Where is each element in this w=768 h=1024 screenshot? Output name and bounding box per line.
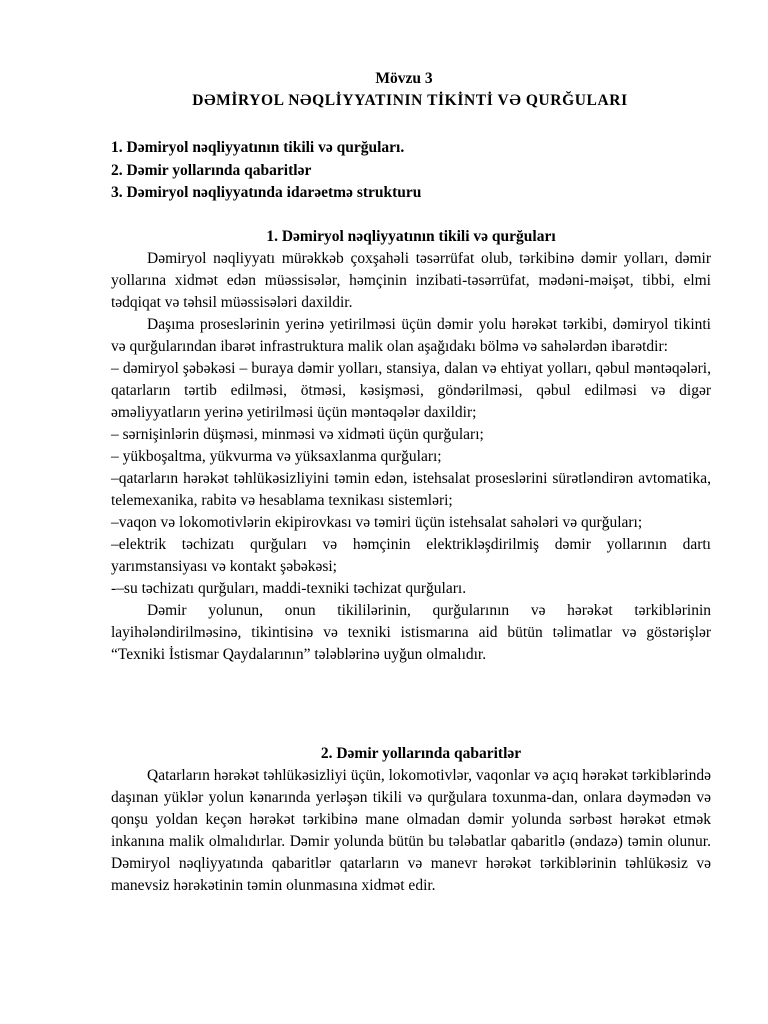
toc-item: 3. Dəmiryol nəqliyyatında idarəetmə strukturu — [111, 184, 422, 201]
list-item: – yükboşaltma, yükvurma və yüksaxlanma qurğuları; — [111, 448, 442, 465]
table-of-contents — [111, 137, 721, 205]
paragraph: Dəmir yolunun, onun tikililərinin, qurğularının və hərəkət tərkiblərinin layihələndirilməsinə, tikintisinə və texniki istismarına aid bütün təlimatlar və göstərişlər “Texniki İstismar Qaydalarının” tələblərinə uyğun olmalıdır. — [111, 602, 711, 663]
list-item: – sərnişinlərin düşməsi, minməsi və xidməti üçün qurğuları; — [111, 426, 484, 443]
topic-number: Mövzu 3 — [375, 70, 433, 87]
document-header — [0, 68, 768, 112]
page-title: DƏMİRYOL NƏQLİYYATININ TİKİNTİ VƏ QURĞULARI — [192, 92, 628, 109]
section-2 — [111, 743, 711, 897]
list-item: –qatarların hərəkət təhlükəsizliyini təmin edən, istehsalat proseslərini sürətləndirən avtomatika, telemexanika, rabitə və hesablama texnikası sistemləri; — [111, 470, 711, 509]
toc-item: 1. Dəmiryol nəqliyyatının tikili və qurğuları. — [111, 139, 405, 156]
paragraph: Daşıma proseslərinin yerinə yetirilməsi üçün dəmir yolu hərəkət tərkibi, dəmiryol tikinti və qurğularından ibarət infrastruktura malik olan aşağıdakı bölmə və sahələrdən ibarətdir: — [111, 316, 711, 355]
list-item: –vaqon və lokomotivlərin ekipirovkası və təmiri üçün istehsalat sahələri və qurğuları; — [111, 514, 643, 531]
list-item: – dəmiryol şəbəkəsi – buraya dəmir yolları, stansiya, dalan və ehtiyat yolları, qəbul məntəqələri, qatarların tərtib edilməsi, ötməsi, kəsişməsi, göndərilməsi, qəbul edilməsi və digər əməliyyatların yerinə yetirilməsi üçün məntəqələr daxildir; — [111, 360, 711, 421]
list-item: –elektrik təchizatı qurğuları və həmçinin elektrikləşdirilmiş dəmir yollarının dartı yarımstansiyası və kontakt şəbəkəsi; — [111, 536, 711, 575]
section-1 — [111, 226, 711, 666]
paragraph: Dəmiryol nəqliyyatı mürəkkəb çoxşahəli təsərrüfat olub, tərkibinə dəmir yolları, dəmir yollarına xidmət edən müəssisələr, həmçinin inzibati-təsərrüfat, mədəni-məişət, tibbi, elmi tədqiqat və təhsil müəssisələri daxildir. — [111, 250, 711, 311]
section-2-heading: 2. Dəmir yollarında qabaritlər — [320, 745, 522, 762]
section-1-heading: 1. Dəmiryol nəqliyyatının tikili və qurğuları — [266, 228, 556, 245]
toc-item: 2. Dəmir yollarında qabaritlər — [111, 161, 312, 179]
paragraph: Qatarların hərəkət təhlükəsizliyi üçün, lokomotivlər, vaqonlar və açıq hərəkət tərkiblərində daşınan yüklər yolun kənarında yerləşən tikili və qurğulara toxunma-dan, onlara dəymədən və qonşu yoldan keçən hərəkət tərkibinə mane olmadan dəmir yolunda sərbəst hərəkət etmək inkanına malik olmalıdırlar. Dəmir yolunda bütün bu tələbatlar qabaritlə (əndazə) təmin olunur. Dəmiryol nəqliyyatında qabaritlər qatarların və manevr hərəkət tərkiblərinin təhlükəsiz və manevsiz hərəkətinin təmin olunmasına xidmət edir. — [111, 767, 711, 894]
list-item: -–su təchizatı qurğuları, maddi-texniki təchizat qurğuları. — [111, 580, 467, 597]
